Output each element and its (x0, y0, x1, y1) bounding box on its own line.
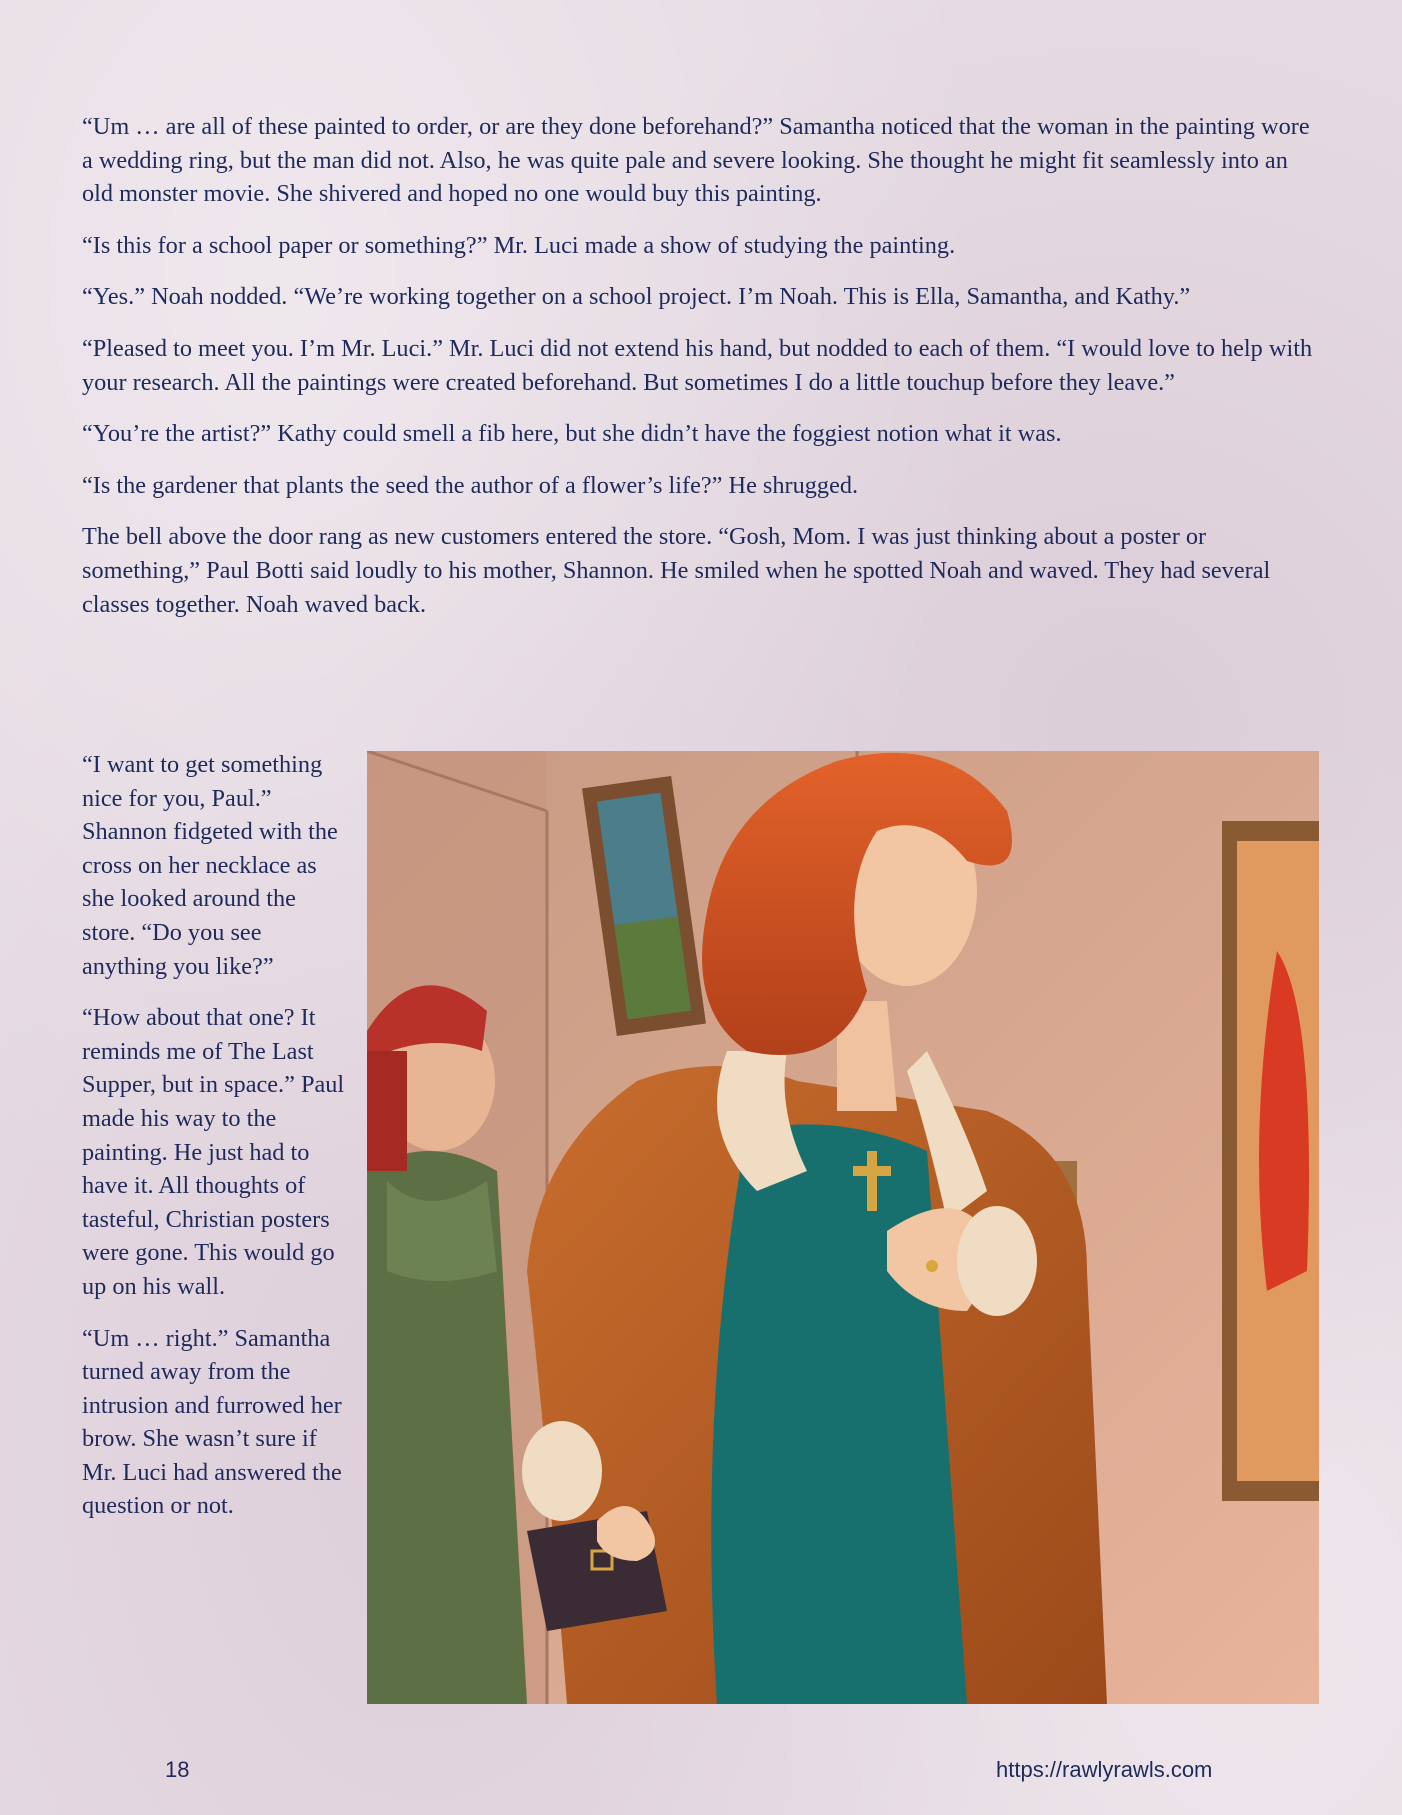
paragraph: “Is the gardener that plants the seed the author of a flower’s life?” He shrugged. (82, 471, 859, 499)
paragraph: “Yes.” Noah nodded. “We’re working together on a school project. I’m Noah. This is Ella, Samantha, and Kathy.” (82, 283, 1191, 311)
paragraph: “I want to get something nice for you, Paul.” Shannon fidgeted with the cross on her necklace as she looked around the store. “Do you see anything you like?” (82, 751, 338, 980)
footer-url-link[interactable]: https://rawlyrawls.com (996, 1757, 1213, 1782)
paragraph: “Pleased to meet you. I’m Mr. Luci.” Mr. Luci did not extend his hand, but nodded to each of them. “I would love to help with your research. All the paintings were created beforehand. But sometimes I do a little touchup before they leave.” (82, 334, 1313, 396)
story-illustration (367, 751, 1319, 1704)
paragraph: “You’re the artist?” Kathy could smell a fib here, but she didn’t have the foggiest notion what it was. (82, 420, 1062, 448)
page-number: 18 (165, 1757, 190, 1782)
side-column-text (82, 748, 352, 1541)
paragraph: “How about that one? It reminds me of The Last Supper, but in space.” Paul made his way to the painting. He just had to have it. All thoughts of tasteful, Christian posters were gone. This would go up on his wall. (82, 1004, 345, 1300)
illustration-art (367, 751, 1319, 1704)
paragraph: “Um … right.” Samantha turned away from the intrusion and furrowed her brow. She wasn’t sure if Mr. Luci had answered the question or not. (82, 1324, 342, 1520)
wall-painting-right (1222, 821, 1319, 1501)
paragraph: The bell above the door rang as new customers entered the store. “Gosh, Mom. I was just thinking about a poster or something,” Paul Botti said loudly to his mother, Shannon. He smiled when he spotted Noah and waved. They had several classes together. Noah waved back. (82, 523, 1271, 618)
story-text (82, 110, 1322, 639)
paragraph: “Um … are all of these painted to order, or are they done beforehand?” Samantha noticed that the woman in the painting wore a wedding ring, but the man did not. Also, he was quite pale and severe looking. She thought he might fit seamlessly into an old monster movie. She shivered and hoped no one would buy this painting. (82, 113, 1310, 208)
paragraph: “Is this for a school paper or something?” Mr. Luci made a show of studying the painting. (82, 231, 956, 259)
